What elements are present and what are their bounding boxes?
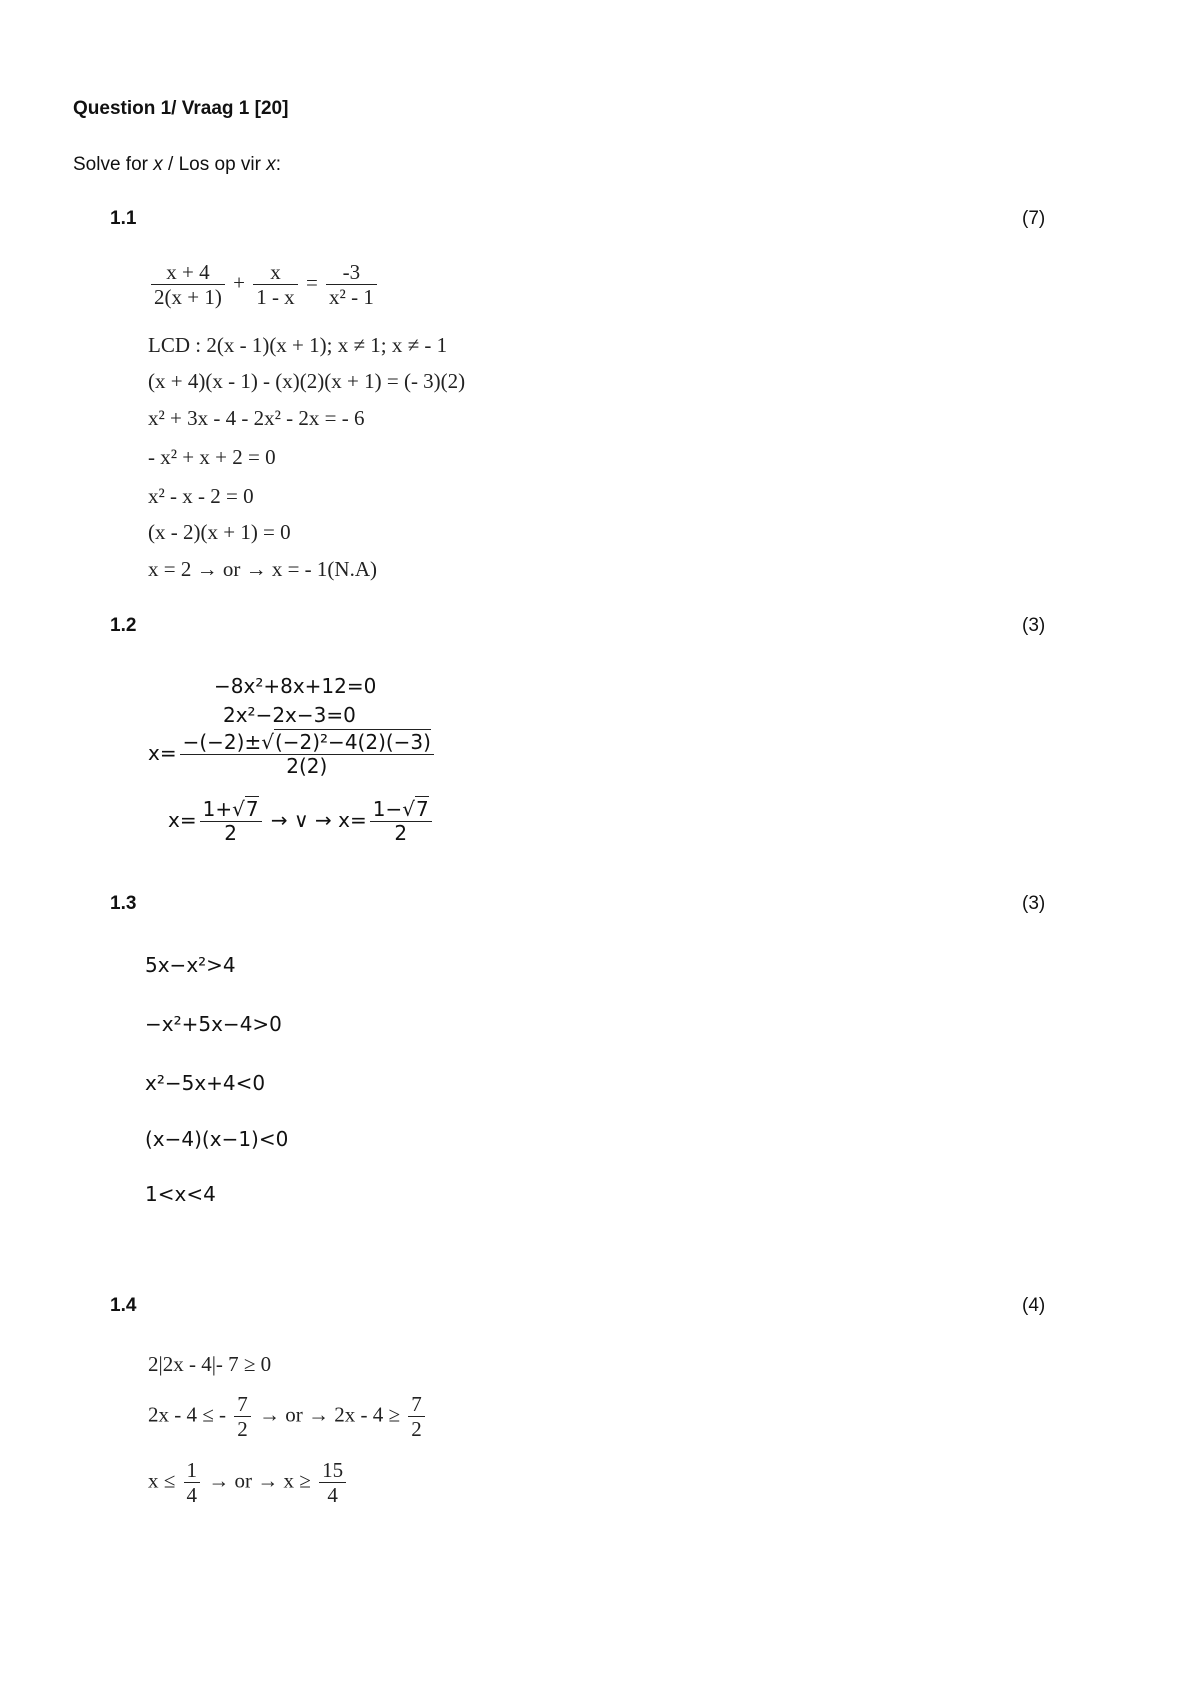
step-line: 2x²−2x−3=0 (223, 703, 356, 727)
solution-line (148, 1458, 349, 1507)
equation-1-1 (148, 260, 380, 309)
instruction-middle: / Los op vir (162, 154, 267, 175)
solution-line: x = 2 → or → x = - 1(N.A) (148, 557, 377, 581)
question-number-1-1: 1.1 (110, 208, 137, 229)
fraction-a-denominator: 2(x + 1) (154, 285, 222, 310)
instruction-text (73, 154, 281, 176)
solution-fraction-1 (200, 798, 262, 845)
instruction-prefix: Solve for (73, 154, 154, 175)
fraction-c (326, 260, 377, 309)
fraction-seven-halves (234, 1392, 251, 1441)
inequality-left: 2x - 4 ≤ - (148, 1402, 227, 1427)
question-number-1-2: 1.2 (110, 615, 137, 636)
fraction-numerator: 15 (319, 1458, 346, 1483)
fraction-denominator: 4 (186, 1483, 198, 1508)
marks-1-3: (3) (1022, 893, 1046, 914)
step-line: 5x−x²>4 (145, 953, 236, 977)
numerator-prefix: 1+ (202, 797, 233, 821)
inequality-middle: → or → x ≥ (208, 1468, 311, 1493)
solution-line: 1<x<4 (145, 1182, 216, 1206)
fraction-a (151, 260, 225, 309)
quadratic-fraction (180, 731, 434, 778)
plus-sign: + (233, 270, 245, 295)
instruction-suffix: : (275, 154, 282, 175)
question-number-1-4: 1.4 (110, 1295, 137, 1316)
marks-1-4: (4) (1022, 1295, 1046, 1316)
radicand: (−2)²−4(2)(−3) (274, 730, 431, 754)
solution-numerator-2: 1−√7 (370, 798, 432, 822)
instruction-var-2: x (266, 154, 276, 175)
solution-denominator-2: 2 (394, 821, 408, 845)
step-line: x² - x - 2 = 0 (148, 484, 254, 508)
solution-lhs: x= (168, 808, 197, 832)
step-line: (x−4)(x−1)<0 (145, 1127, 289, 1151)
equals-sign: = (305, 270, 318, 295)
instruction-var: x (153, 154, 163, 175)
step-line: −8x²+8x+12=0 (214, 674, 377, 698)
fraction-c-numerator: -3 (326, 260, 377, 285)
step-line: (x - 2)(x + 1) = 0 (148, 520, 291, 544)
fraction-one-quarter (184, 1458, 201, 1507)
inequality-middle: → or → 2x - 4 ≥ (259, 1402, 401, 1427)
fraction-b-numerator: x (253, 260, 298, 285)
inequality-left: x ≤ (148, 1468, 176, 1493)
solution-fraction-2 (370, 798, 432, 845)
radicand: 7 (245, 797, 259, 821)
fraction-denominator: 2 (411, 1417, 422, 1442)
fraction-denominator: 2 (237, 1417, 248, 1442)
step-line: 2|2x - 4|- 7 ≥ 0 (148, 1352, 272, 1376)
fraction-numerator: 7 (234, 1392, 251, 1417)
fraction-fifteen-quarters (319, 1458, 346, 1507)
step-line: x²−5x+4<0 (145, 1071, 266, 1095)
step-line: x² + 3x - 4 - 2x² - 2x = - 6 (148, 406, 365, 430)
quadratic-numerator: −(−2)±√(−2)²−4(2)(−3) (180, 731, 434, 755)
numerator-prefix: −(−2)± (182, 730, 262, 754)
solution-lhs: x= (338, 808, 367, 832)
radicand: 7 (415, 797, 429, 821)
question-number-1-3: 1.3 (110, 893, 137, 914)
fraction-a-numerator: x + 4 (151, 260, 225, 285)
solution-denominator-1: 2 (224, 821, 237, 845)
solution-line (168, 798, 435, 845)
fraction-numerator: 7 (408, 1392, 425, 1417)
step-line: −x²+5x−4>0 (145, 1012, 282, 1036)
fraction-denominator: 4 (327, 1483, 338, 1508)
solution-numerator-1: 1+√7 (200, 798, 262, 822)
marks-1-1: (7) (1022, 208, 1046, 229)
marks-1-2: (3) (1022, 615, 1046, 636)
fraction-c-denominator: x² - 1 (329, 285, 374, 310)
inequality-line (148, 1392, 428, 1441)
or-connector: → ∨ → (270, 808, 332, 832)
fraction-b (253, 260, 298, 309)
fraction-b-denominator: 1 - x (256, 285, 295, 310)
formula-lhs: x= (148, 741, 177, 765)
quadratic-formula-line (148, 731, 437, 778)
question-title: Question 1/ Vraag 1 [20] (73, 98, 289, 119)
quadratic-denominator: 2(2) (286, 754, 328, 778)
step-line: - x² + x + 2 = 0 (148, 445, 276, 469)
fraction-numerator: 1 (184, 1458, 201, 1483)
fraction-seven-halves-2 (408, 1392, 425, 1441)
step-line: (x + 4)(x - 1) - (x)(2)(x + 1) = (- 3)(2) (148, 369, 466, 393)
numerator-prefix: 1− (372, 797, 403, 821)
step-line: LCD : 2(x - 1)(x + 1); x ≠ 1; x ≠ - 1 (148, 333, 448, 357)
